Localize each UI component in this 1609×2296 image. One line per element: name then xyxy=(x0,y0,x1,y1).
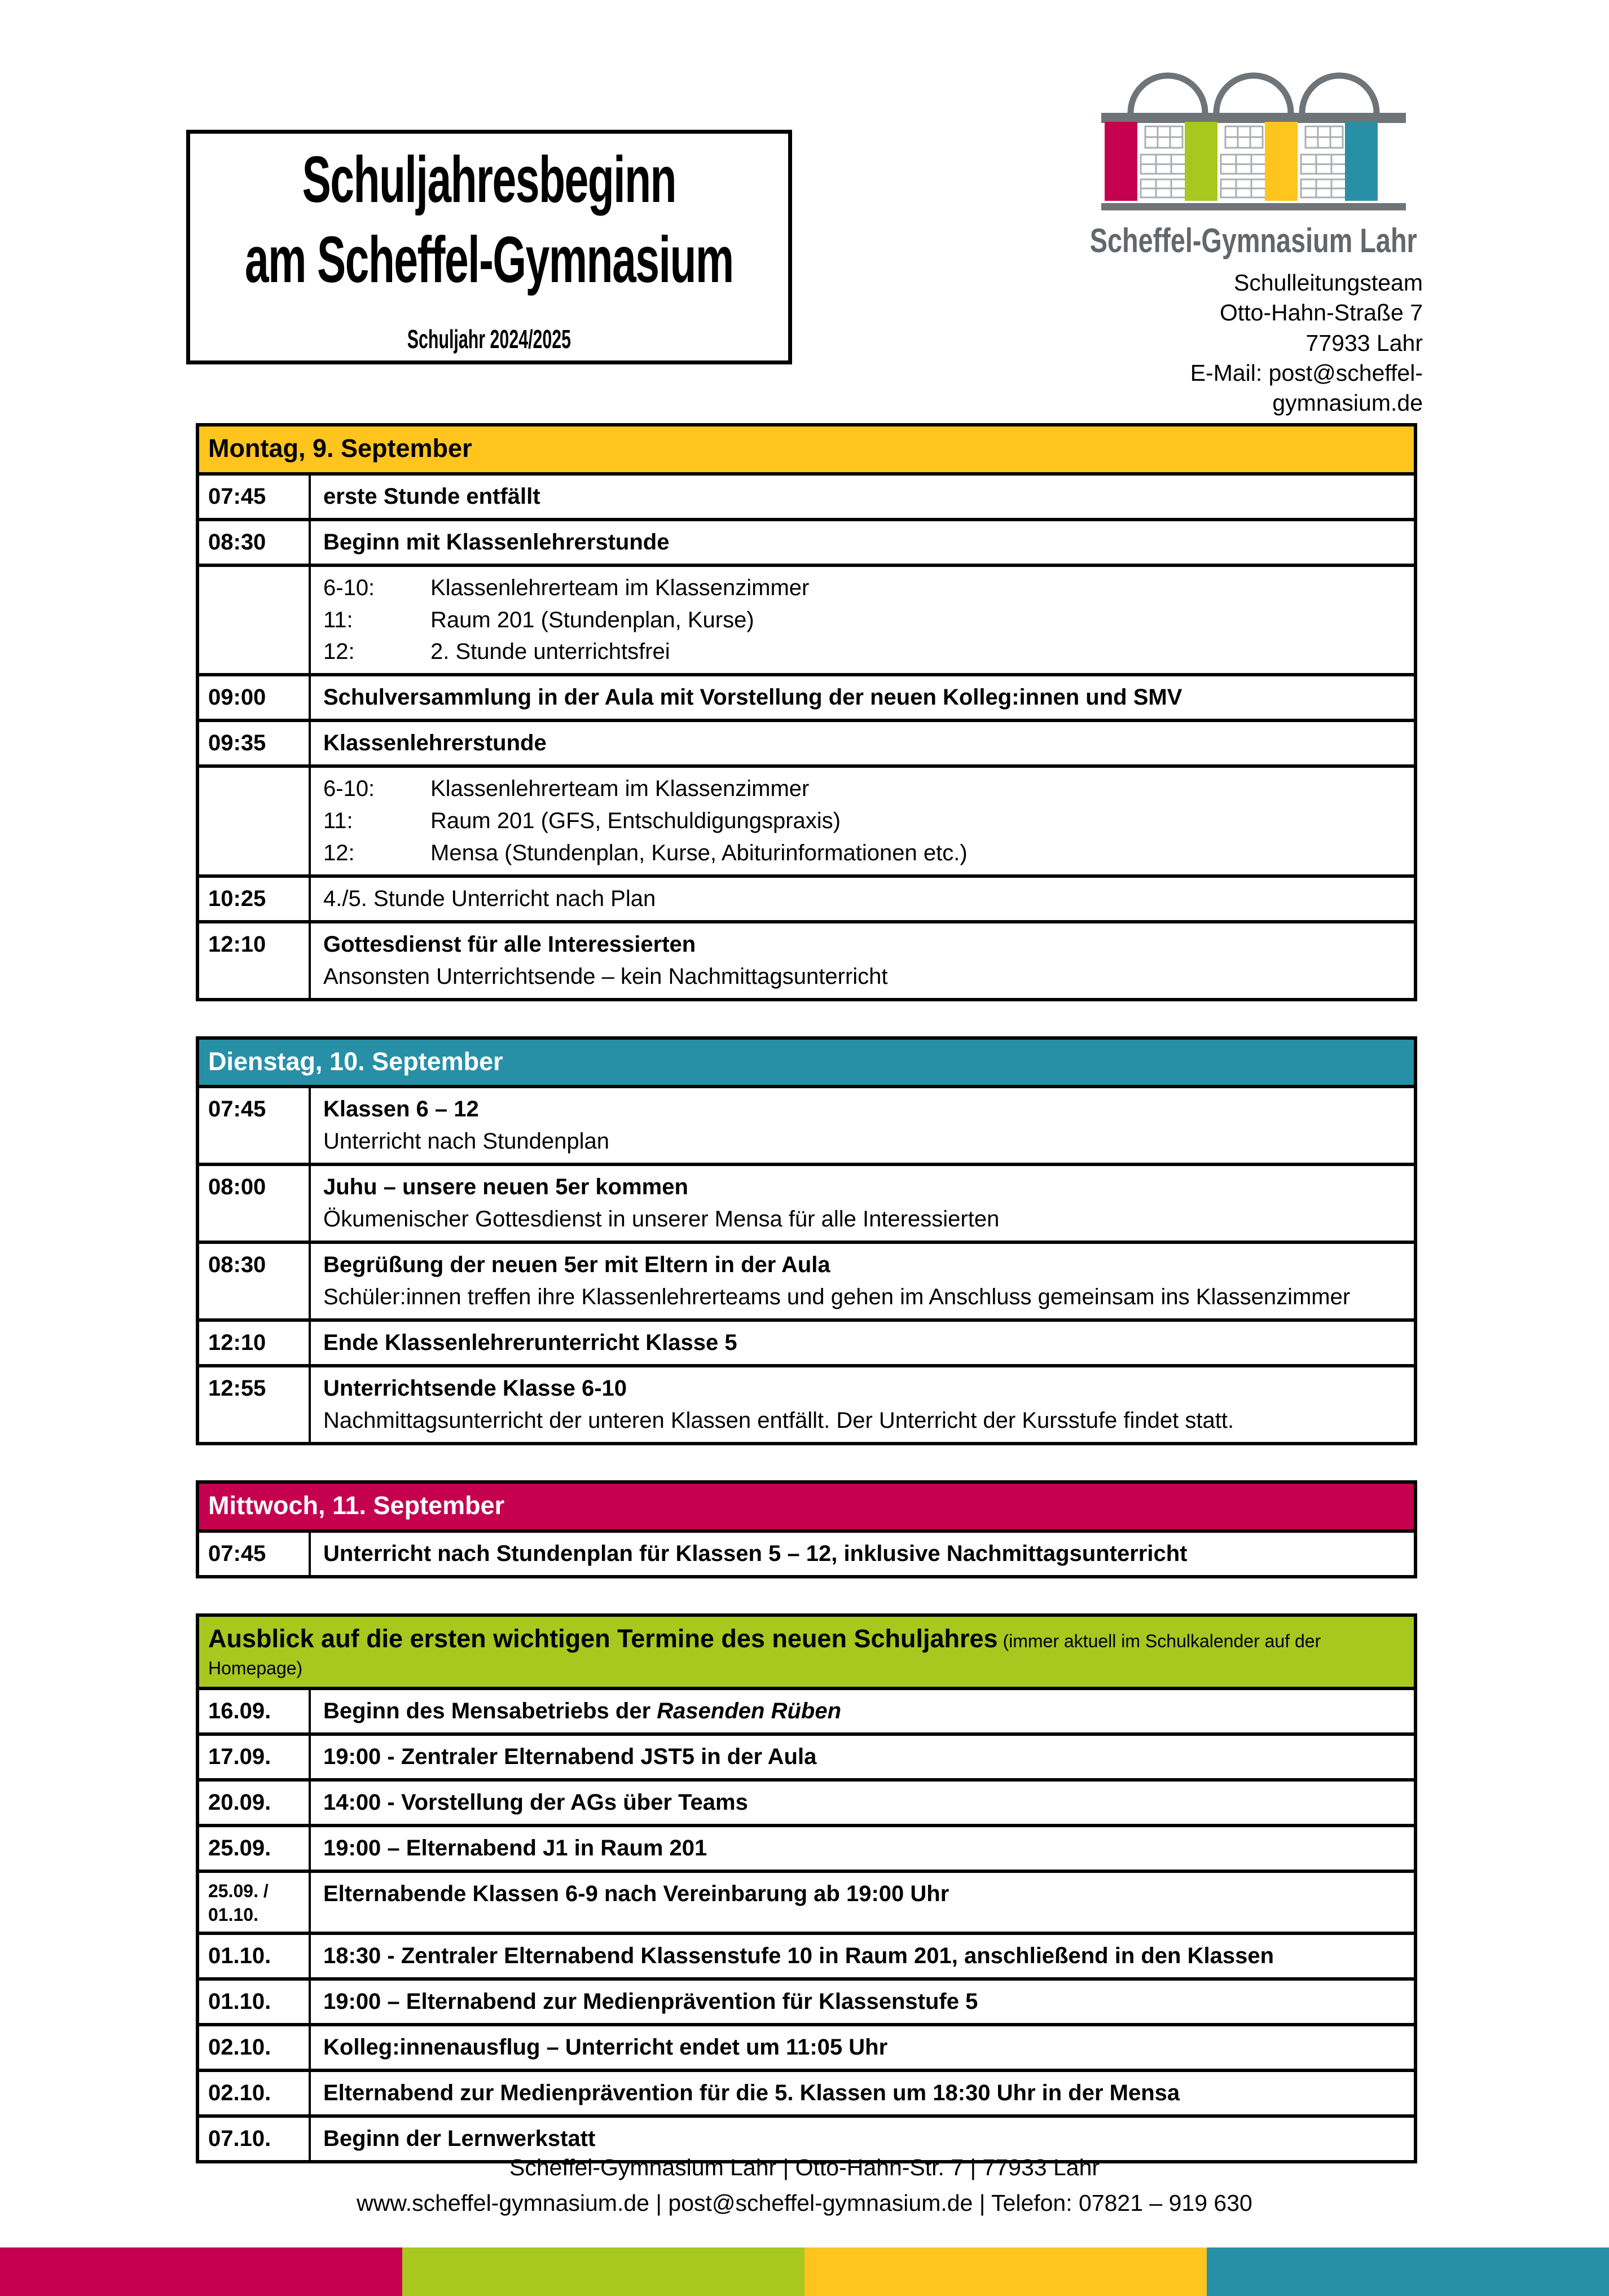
table-row xyxy=(199,518,1414,564)
table-row xyxy=(199,920,1414,998)
content-segment: Beginn der Lernwerkstatt xyxy=(323,2126,596,2152)
content-segment: Elternabend zur Medienprävention für die 5. Klassen um 18:30 Uhr in der Mensa xyxy=(323,2081,1180,2106)
title-box xyxy=(186,130,792,364)
time-cell: 07:45 xyxy=(199,1088,311,1163)
content-cell xyxy=(311,2072,1414,2114)
content-cell xyxy=(311,521,1414,564)
content-cell xyxy=(311,1244,1414,1318)
sub-item-text: Klassenlehrerteam im Klassenzimmer xyxy=(430,776,810,802)
footer-address-line: Scheffel-Gymnasium Lahr | Otto-Hahn-Str. 7 | 77933 Lahr xyxy=(509,2154,1100,2180)
content-cell xyxy=(311,768,1414,874)
content-line xyxy=(323,481,1400,513)
table-header xyxy=(199,1040,1414,1085)
schedule-tables xyxy=(196,423,1417,2198)
sub-item xyxy=(323,837,1400,869)
logo-pillar-magenta xyxy=(1105,122,1137,201)
sub-item-text: Raum 201 (Stundenplan, Kurse) xyxy=(430,607,754,632)
content-line xyxy=(323,1281,1400,1313)
time-cell: 09:00 xyxy=(199,676,311,719)
time-cell: 12:10 xyxy=(199,923,311,998)
time-cell: 02.10. xyxy=(199,2072,311,2114)
content-segment: Klassenlehrerstunde xyxy=(323,731,547,756)
time-line: 01.10. xyxy=(208,1904,258,1925)
sub-item-text: 2. Stunde unterrichtsfrei xyxy=(430,639,670,665)
document-subtitle-text: Schuljahr 2024/2025 xyxy=(407,324,571,354)
logo-pillar-teal xyxy=(1345,122,1378,201)
footer-contact-line: www.scheffel-gymnasium.de | post@scheffel-gymnasium.de | Telefon: 07821 – 919 630 xyxy=(357,2190,1252,2216)
contact-line-street: Otto-Hahn-Straße 7 xyxy=(1219,300,1423,326)
table-row xyxy=(199,1687,1414,1732)
content-line xyxy=(323,1203,1400,1235)
sub-item-label: 12: xyxy=(323,639,355,665)
footer-bar-segment-2 xyxy=(804,2247,1207,2296)
content-segment: 19:00 – Elternabend zur Medienprävention für Klassenstufe 5 xyxy=(323,1989,978,2015)
content-segment: Elternabende Klassen 6-9 nach Vereinbarung ab 19:00 Uhr xyxy=(323,1881,949,1906)
school-name xyxy=(1044,221,1463,260)
table-row xyxy=(199,1824,1414,1870)
table-row xyxy=(199,874,1414,920)
school-building-logo-icon xyxy=(1101,61,1406,219)
logo-baseline xyxy=(1101,203,1406,210)
table-row xyxy=(199,1085,1414,1163)
table-header-note: (immer aktuell im Schulkalender auf der Homepage) xyxy=(208,1631,1321,1678)
sub-item xyxy=(323,636,1400,668)
time-cell: 12:55 xyxy=(199,1367,311,1442)
content-line xyxy=(323,1171,1400,1203)
content-cell xyxy=(311,1690,1414,1732)
time-cell: 02.10. xyxy=(199,2026,311,2069)
school-name-text: Scheffel-Gymnasium Lahr xyxy=(1090,222,1417,259)
content-line xyxy=(323,1695,1400,1727)
content-segment: Beginn mit Klassenlehrerstunde xyxy=(323,529,670,555)
content-segment: Ansonsten Unterrichtsende – kein Nachmittagsunterricht xyxy=(323,964,888,989)
content-segment: 18:30 - Zentraler Elternabend Klassenstufe 10 in Raum 201, anschließend in den Klassen xyxy=(323,1943,1274,1969)
table-row xyxy=(199,1163,1414,1241)
content-segment: Begrüßung der neuen 5er mit Eltern in der Aula xyxy=(323,1252,830,1278)
time-cell: 09:35 xyxy=(199,722,311,764)
content-segment: Rasenden Rüben xyxy=(657,1698,841,1723)
content-line xyxy=(323,526,1400,558)
content-line xyxy=(323,1787,1400,1819)
content-cell xyxy=(311,1782,1414,1824)
sub-item xyxy=(323,773,1400,805)
sub-item xyxy=(323,572,1400,604)
table-title: Montag, 9. September xyxy=(208,434,472,463)
content-cell xyxy=(311,1736,1414,1778)
content-cell xyxy=(311,1935,1414,1977)
content-segment: Unterricht nach Stundenplan xyxy=(323,1129,609,1154)
content-line xyxy=(323,2031,1400,2064)
contact-line-email: E-Mail: post@scheffel-gymnasium.de xyxy=(1190,359,1423,416)
document-title-line-2 xyxy=(119,220,859,300)
content-segment: Beginn des Mensabetriebs der xyxy=(323,1698,657,1723)
time-cell xyxy=(199,567,311,673)
schedule-table-2 xyxy=(196,1480,1417,1578)
time-cell: 25.09. xyxy=(199,1827,311,1870)
time-cell: 10:25 xyxy=(199,878,311,920)
schedule-table-3 xyxy=(196,1613,1417,2163)
content-segment: Gottesdienst für alle Interessierten xyxy=(323,931,696,957)
table-row xyxy=(199,2069,1414,2114)
school-logo-block xyxy=(1084,61,1423,418)
content-segment: 4./5. Stunde Unterricht nach Plan xyxy=(323,886,656,911)
table-row xyxy=(199,1241,1414,1318)
time-cell: 16.09. xyxy=(199,1690,311,1732)
footer-bar-segment-1 xyxy=(402,2247,804,2296)
content-segment: Unterricht nach Stundenplan für Klassen 5 – 12, inklusive Nachmittagsunterricht xyxy=(323,1541,1188,1567)
table-header xyxy=(199,1617,1414,1687)
content-segment: erste Stunde entfällt xyxy=(323,483,540,509)
table-row xyxy=(199,1318,1414,1364)
table-row xyxy=(199,2023,1414,2069)
content-line xyxy=(323,1538,1400,1570)
table-row xyxy=(199,719,1414,764)
content-cell xyxy=(311,923,1414,998)
table-row xyxy=(199,673,1414,719)
logo-windows xyxy=(1141,126,1347,197)
content-line xyxy=(323,1741,1400,1773)
content-segment: Unterrichtsende Klasse 6-10 xyxy=(323,1376,627,1401)
content-segment: 14:00 - Vorstellung der AGs über Teams xyxy=(323,1789,748,1815)
content-line xyxy=(323,1373,1400,1405)
time-cell xyxy=(199,1873,311,1932)
content-segment: Schüler:innen treffen ihre Klassenlehrerteams und gehen im Anschluss gemeinsam ins Klassenzimmer xyxy=(323,1285,1351,1310)
content-line xyxy=(323,961,1400,993)
content-cell xyxy=(311,1827,1414,1870)
table-row xyxy=(199,1778,1414,1824)
sub-item-label: 6-10: xyxy=(323,776,375,802)
content-line xyxy=(323,1093,1400,1125)
sub-item-label: 12: xyxy=(323,840,355,865)
content-line xyxy=(323,1249,1400,1281)
content-cell xyxy=(311,567,1414,673)
table-header xyxy=(199,426,1414,472)
contact-block xyxy=(1084,268,1423,418)
content-line xyxy=(323,1986,1400,2018)
table-row xyxy=(199,1870,1414,1932)
content-segment: Kolleg:innenausflug – Unterricht endet um 11:05 Uhr xyxy=(323,2035,888,2060)
content-line xyxy=(323,1878,1400,1910)
table-row xyxy=(199,1932,1414,1977)
time-cell: 17.09. xyxy=(199,1736,311,1778)
content-segment: Juhu – unsere neuen 5er kommen xyxy=(323,1175,688,1200)
contact-line-city: 77933 Lahr xyxy=(1305,329,1423,356)
time-cell: 12:10 xyxy=(199,1322,311,1364)
time-cell: 01.10. xyxy=(199,1935,311,1977)
contact-line-team: Schulleitungsteam xyxy=(1233,270,1423,296)
content-line xyxy=(323,2077,1400,2109)
content-line xyxy=(323,1125,1400,1158)
time-cell: 07:45 xyxy=(199,1533,311,1575)
table-row xyxy=(199,472,1414,518)
content-cell xyxy=(311,676,1414,719)
content-cell xyxy=(311,1322,1414,1364)
footer-bar-segment-0 xyxy=(0,2247,402,2296)
table-title: Ausblick auf die ersten wichtigen Termine des neuen Schuljahres xyxy=(208,1624,998,1653)
content-cell xyxy=(311,878,1414,920)
time-cell: 08:00 xyxy=(199,1166,311,1241)
content-cell xyxy=(311,476,1414,518)
time-line: 25.09. / xyxy=(208,1880,269,1901)
content-cell xyxy=(311,1166,1414,1241)
content-line xyxy=(323,681,1400,714)
content-cell xyxy=(311,1367,1414,1442)
table-row xyxy=(199,1529,1414,1575)
document-subtitle xyxy=(365,324,613,354)
content-line xyxy=(323,1832,1400,1864)
content-line xyxy=(323,1405,1400,1437)
sub-item-label: 11: xyxy=(323,808,353,833)
table-title: Mittwoch, 11. September xyxy=(208,1491,505,1520)
logo-beam xyxy=(1101,113,1406,123)
table-row xyxy=(199,764,1414,874)
time-cell: 07.10. xyxy=(199,2118,311,2160)
sub-item-text: Klassenlehrerteam im Klassenzimmer xyxy=(430,575,810,600)
logo-pillar-yellow xyxy=(1265,122,1298,201)
footer-color-bar xyxy=(0,2247,1609,2296)
content-segment: 19:00 – Elternabend J1 in Raum 201 xyxy=(323,1835,707,1860)
content-cell xyxy=(311,722,1414,764)
sub-item-label: 6-10: xyxy=(323,575,375,600)
sub-item xyxy=(323,805,1400,837)
table-row xyxy=(199,1364,1414,1442)
content-segment: Schulversammlung in der Aula mit Vorstellung der neuen Kolleg:innen und SMV xyxy=(323,685,1182,710)
footer-bar-segment-3 xyxy=(1207,2247,1609,2296)
schedule-table-0 xyxy=(196,423,1417,1001)
content-cell xyxy=(311,1088,1414,1163)
content-line xyxy=(323,1327,1400,1359)
sub-item xyxy=(323,604,1400,636)
content-cell xyxy=(311,2026,1414,2069)
time-cell: 20.09. xyxy=(199,1782,311,1824)
content-cell xyxy=(311,1981,1414,2023)
content-segment: Klassen 6 – 12 xyxy=(323,1097,479,1122)
content-cell xyxy=(311,1873,1414,1932)
content-cell xyxy=(311,1533,1414,1575)
document-title-text-1: Schuljahresbeginn xyxy=(302,143,676,217)
document-title-text-2: am Scheffel-Gymnasium xyxy=(245,223,733,296)
sub-item-text: Mensa (Stundenplan, Kurse, Abiturinformationen etc.) xyxy=(430,840,968,865)
content-line xyxy=(323,727,1400,759)
sub-item-label: 11: xyxy=(323,607,353,632)
logo-pillar-green xyxy=(1185,122,1217,201)
content-segment: Nachmittagsunterricht der unteren Klassen entfällt. Der Unterricht der Kursstufe findet statt. xyxy=(323,1408,1234,1433)
document-title-line-1 xyxy=(206,140,772,220)
time-cell: 08:30 xyxy=(199,521,311,564)
content-segment: Ende Klassenlehrerunterricht Klasse 5 xyxy=(323,1330,737,1356)
table-row xyxy=(199,564,1414,673)
table-row xyxy=(199,1732,1414,1778)
content-segment: Ökumenischer Gottesdienst in unserer Mensa für alle Interessierten xyxy=(323,1207,1000,1232)
sub-item-text: Raum 201 (GFS, Entschuldigungspraxis) xyxy=(430,808,841,833)
time-cell: 08:30 xyxy=(199,1244,311,1318)
time-cell: 01.10. xyxy=(199,1981,311,2023)
time-cell: 07:45 xyxy=(199,476,311,518)
table-title: Dienstag, 10. September xyxy=(208,1046,503,1076)
table-row xyxy=(199,1977,1414,2023)
schedule-table-1 xyxy=(196,1036,1417,1446)
footer xyxy=(0,2150,1609,2222)
content-line xyxy=(323,1940,1400,1972)
table-header xyxy=(199,1484,1414,1529)
content-line xyxy=(323,929,1400,961)
time-cell xyxy=(199,768,311,874)
content-segment: 19:00 - Zentraler Elternabend JST5 in der Aula xyxy=(323,1744,817,1769)
content-line xyxy=(323,883,1400,915)
logo-arches xyxy=(1131,76,1377,113)
